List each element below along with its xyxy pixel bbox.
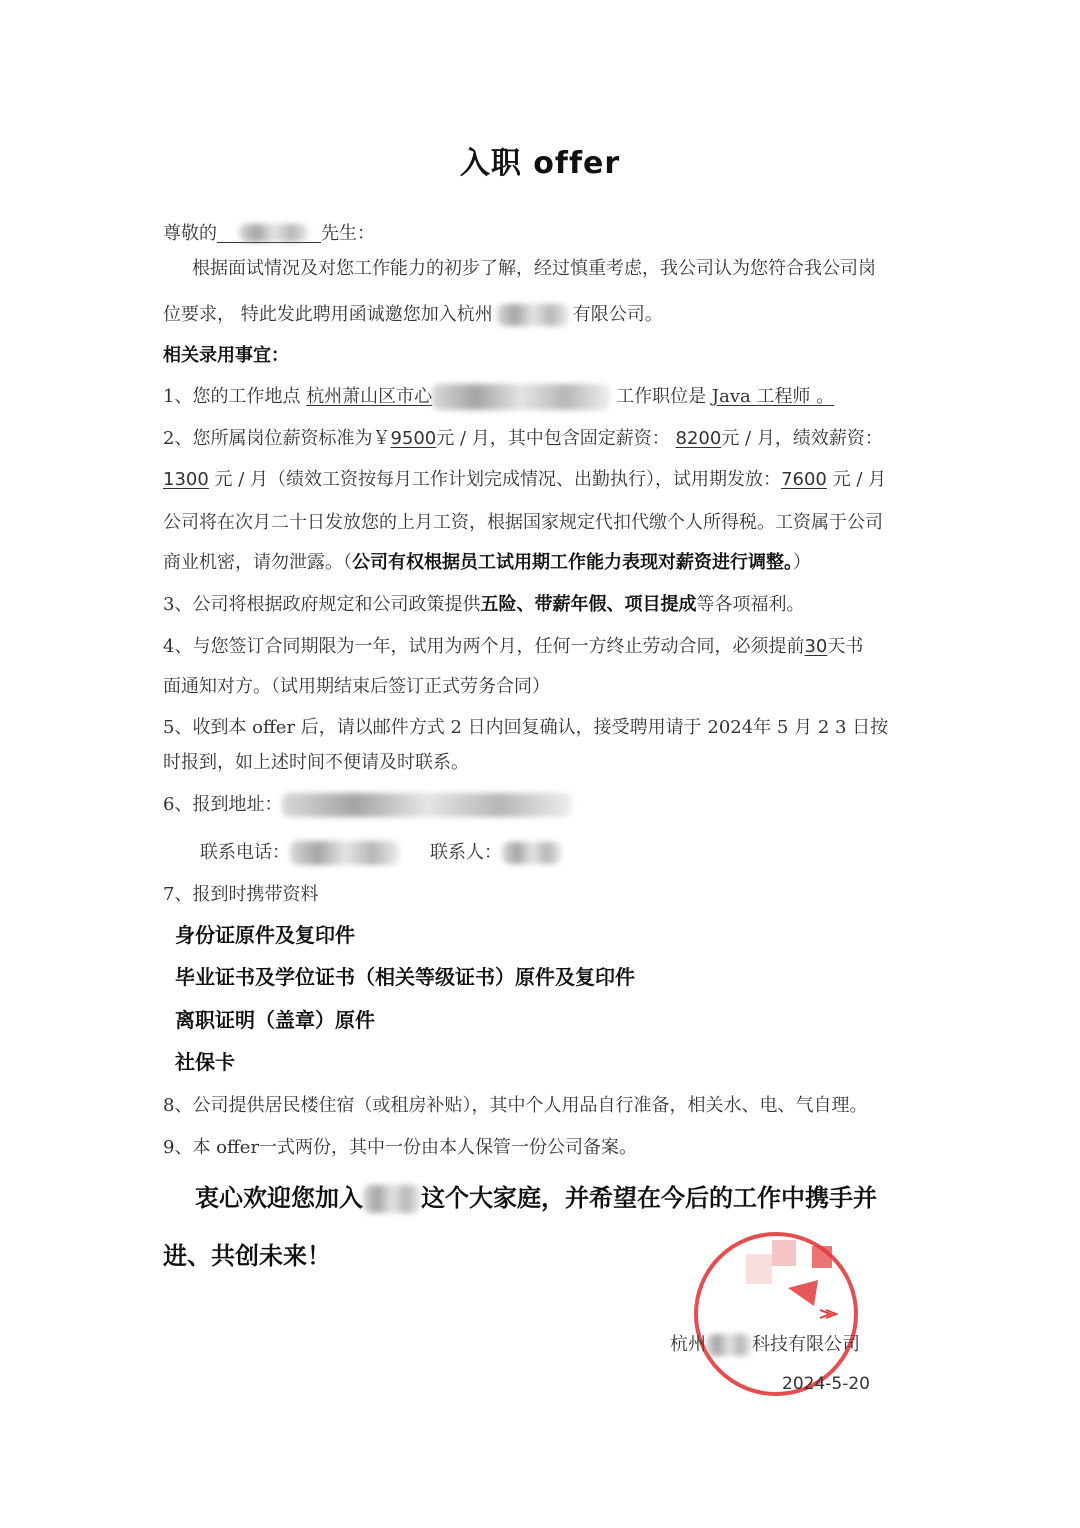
address-redacted [282, 793, 572, 817]
section-heading: 相关录用事宜： [163, 345, 289, 366]
fixed-salary: 8200 [675, 428, 722, 449]
contact-phone: 联系电话： [200, 838, 400, 865]
company-name-redacted [363, 1185, 421, 1213]
signature-company-redacted [706, 1334, 752, 1356]
item-6 [163, 790, 572, 817]
contact-person: 联系人： [430, 838, 562, 864]
item-3: 3、公司将根据政府规定和公司政策提供五险、带薪年假、项目提成等各项福利。 [163, 594, 805, 615]
item-5-line-1: 5、收到本 offer 后，请以邮件方式 2 日内回复确认，接受聘用请于 2024年 5 月 2 3 日按 [163, 717, 889, 738]
closing-line-1: 衷心欢迎您加入 这个大家庭，并希望在今后的工作中携手并 [195, 1184, 877, 1212]
doc-id-card: 身份证原件及复印件 [175, 923, 355, 947]
work-location: 杭州萧山区市心 [306, 386, 433, 407]
page-title: 入职 offer [459, 146, 621, 181]
item-2-line-4: 商业机密，请勿泄露。（公司有权根据员工试用期工作能力表现对薪资进行调整。） [163, 552, 811, 573]
item-8: 8、公司提供居民楼住宿（或租房补贴），其中个人用品自行准备，相关水、电、气自理。 [163, 1095, 868, 1116]
address-label: 6、报到地址： [163, 794, 283, 815]
intro-line-2: 位要求， 特此发此聘用函诚邀您加入杭州 有限公司。 [163, 304, 663, 325]
item-2-line-1: 2、您所属岗位薪资标准为￥9500元 / 月，其中包含固定薪资： 8200元 / 月，绩效薪资： [163, 428, 883, 449]
signature-company: 杭州 科技有限公司 [670, 1334, 860, 1355]
signature-date: 2024-5-20 [782, 1374, 870, 1394]
item-7-label: 7、报到时携带资料 [163, 884, 319, 905]
company-redacted [497, 304, 569, 326]
item-2-line-3: 公司将在次月二十日发放您的上月工资，根据国家规定代扣代缴个人所得税。工资属于公司 [163, 512, 883, 533]
doc-resignation-cert: 离职证明（盖章）原件 [175, 1008, 375, 1032]
job-position: Java 工程师 。 [711, 386, 835, 407]
probation-salary: 7600 [781, 469, 827, 490]
item-1: 1、您的工作地点 杭州萧山区市心 工作职位是 Java 工程师 。 [163, 382, 834, 410]
item-9: 9、本 offer一式两份，其中一份由本人保管一份公司备案。 [163, 1137, 638, 1158]
salutation-suffix: 先生： [321, 223, 375, 244]
notice-days: 30 [804, 636, 828, 657]
doc-diploma: 毕业证书及学位证书（相关等级证书）原件及复印件 [175, 965, 635, 989]
doc-social-security-card: 社保卡 [175, 1050, 235, 1074]
name-redacted [217, 222, 321, 243]
performance-salary: 1300 [163, 469, 209, 490]
contact-redacted [502, 842, 562, 864]
salutation-prefix: 尊敬的 [163, 223, 217, 244]
intro-line-1: 根据面试情况及对您工作能力的初步了解，经过慎重考虑，我公司认为您符合我公司岗 [192, 258, 876, 279]
closing-line-2: 进、共创未来！ [163, 1242, 331, 1270]
total-salary: 9500 [390, 428, 437, 449]
phone-redacted [290, 841, 400, 865]
item-4-line-1: 4、与您签订合同期限为一年，试用为两个月，任何一方终止劳动合同，必须提前30天书 [163, 636, 864, 657]
salutation [163, 219, 375, 245]
item-4-line-2: 面通知对方。（试用期结束后签订正式劳务合同） [163, 676, 550, 697]
item-2-line-2: 1300 元 / 月（绩效工资按每月工作计划完成情况、出勤执行），试用期发放：7600 元 / 月 [163, 469, 887, 490]
location-redacted [432, 384, 610, 410]
benefits: 五险、带薪年假、项目提成 [480, 594, 697, 615]
item-5-line-2: 时报到，如上述时间不便请及时联系。 [163, 752, 469, 773]
